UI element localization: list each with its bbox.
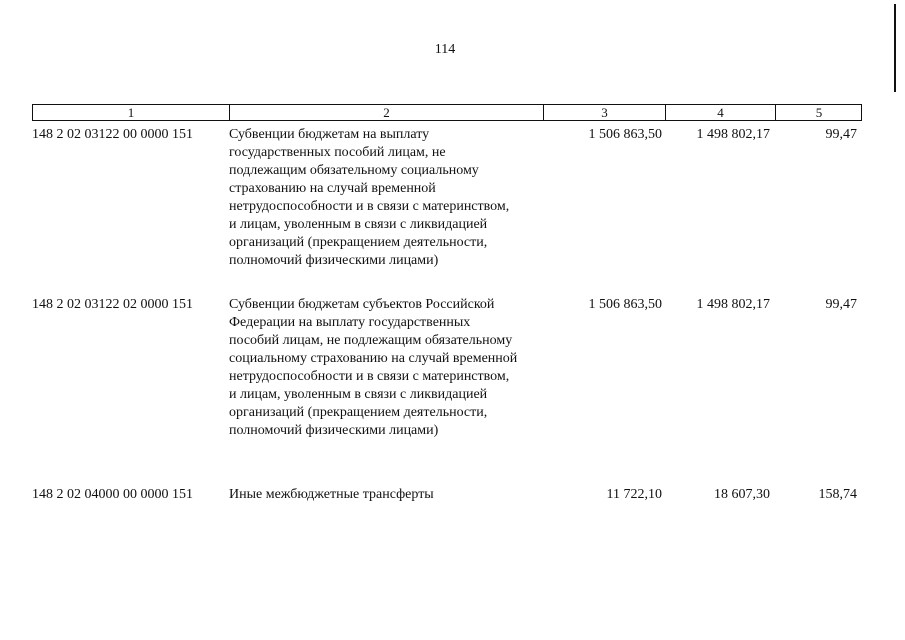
description-line: Субвенции бюджетам субъектов Российской xyxy=(229,297,495,312)
row-description xyxy=(229,296,544,440)
description-line: и лицам, уволенным в связи с ликвидацией xyxy=(229,217,488,232)
row-description xyxy=(229,486,544,504)
row-description xyxy=(229,126,544,270)
value-col5: 99,47 xyxy=(825,127,857,142)
description-line: страхованию на случай временной xyxy=(229,181,436,196)
column-header-1: 1 xyxy=(33,105,230,120)
value-col5: 158,74 xyxy=(818,487,857,502)
value-col4: 1 498 802,17 xyxy=(696,297,770,312)
value-col4: 18 607,30 xyxy=(714,487,770,502)
description-line: социальному страхованию на случай временной xyxy=(229,351,518,366)
column-header-3: 3 xyxy=(544,105,666,120)
description-line: Федерации на выплату государственных xyxy=(229,315,471,330)
description-line: организаций (прекращением деятельности, xyxy=(229,235,488,250)
description-line: подлежащим обязательному социальному xyxy=(229,163,479,178)
budget-code: 148 2 02 03122 00 0000 151 xyxy=(32,127,193,142)
description-line: нетрудоспособности и в связи с материнством, xyxy=(229,369,510,384)
description-line: полномочий физическими лицами) xyxy=(229,253,439,268)
description-line: организаций (прекращением деятельности, xyxy=(229,405,488,420)
description-line: и лицам, уволенным в связи с ликвидацией xyxy=(229,387,488,402)
table-header xyxy=(32,104,862,121)
budget-code: 148 2 02 04000 00 0000 151 xyxy=(32,487,193,502)
description-line: государственных пособий лицам, не xyxy=(229,145,446,160)
value-col4: 1 498 802,17 xyxy=(696,127,770,142)
description-line: нетрудоспособности и в связи с материнством, xyxy=(229,199,510,214)
page-number: 114 xyxy=(434,42,456,57)
value-col3: 1 506 863,50 xyxy=(588,297,662,312)
budget-code: 148 2 02 03122 02 0000 151 xyxy=(32,297,193,312)
description-line: пособий лицам, не подлежащим обязательному xyxy=(229,333,513,348)
column-header-5: 5 xyxy=(815,105,823,120)
value-col3: 1 506 863,50 xyxy=(588,127,662,142)
description-line: Субвенции бюджетам на выплату xyxy=(229,127,430,142)
description-line: полномочий физическими лицами) xyxy=(229,423,439,438)
value-col5: 99,47 xyxy=(825,297,857,312)
margin-rule xyxy=(894,4,896,92)
column-header-4: 4 xyxy=(666,105,776,120)
description-line: Иные межбюджетные трансферты xyxy=(229,487,434,502)
column-header-2: 2 xyxy=(230,105,544,120)
value-col3: 11 722,10 xyxy=(606,487,662,502)
